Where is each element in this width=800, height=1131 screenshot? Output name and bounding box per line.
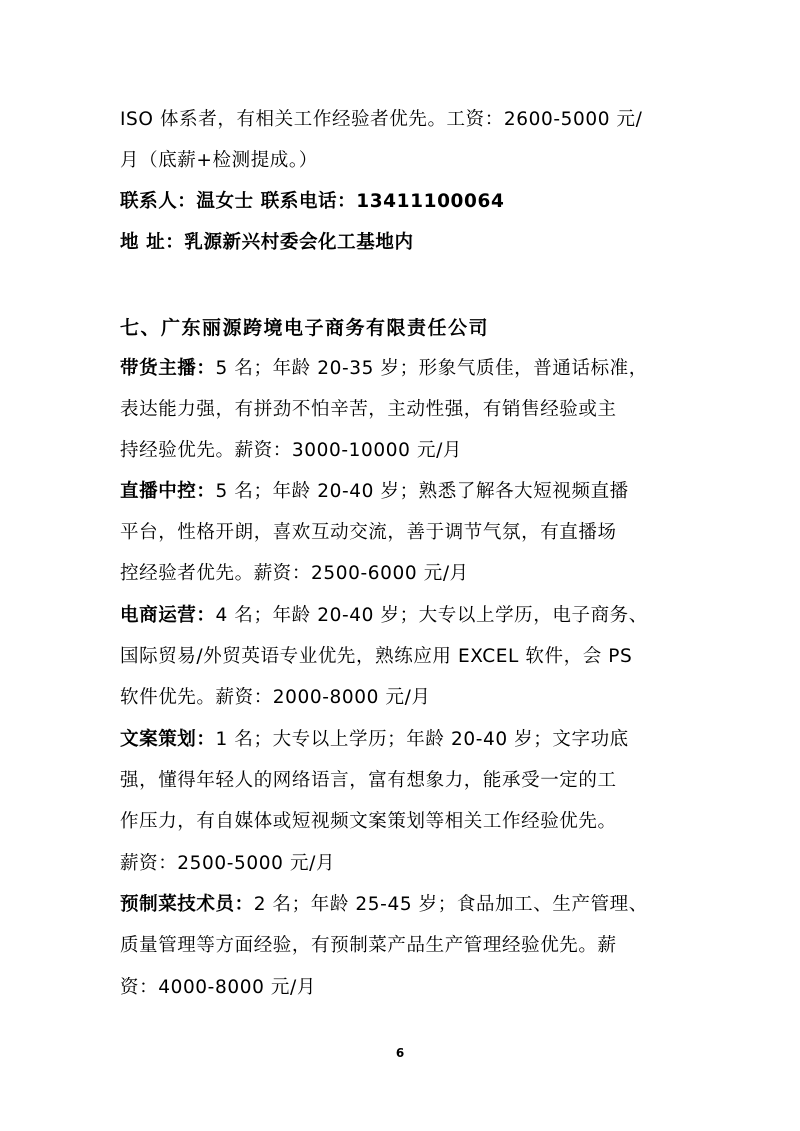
job-line: 5 名；年龄 20-35 岁；形象气质佳，普通话标准， (215, 358, 648, 379)
job-entry (120, 603, 700, 629)
job-title: 预制菜技术员： (120, 894, 254, 915)
job-title: 文案策划： (120, 729, 216, 750)
job-line: 表达能力强，有拼劲不怕辛苦，主动性强，有销售经验或主 (120, 399, 617, 420)
page-number: 6 (395, 1046, 405, 1060)
job-entry (120, 892, 700, 918)
contact-line: 联系人：温女士 联系电话：13411100064 (120, 191, 505, 212)
job-title: 电商运营： (120, 605, 216, 626)
job-entry (120, 479, 700, 505)
job-title: 带货主播： (120, 358, 216, 379)
job-line: 软件优先。薪资：2000-8000 元/月 (120, 687, 431, 708)
job-title: 直播中控： (120, 481, 216, 502)
section-heading: 七、广东丽源跨境电子商务有限责任公司 (120, 317, 490, 339)
job-line: 平台，性格开朗，喜欢互动交流，善于调节气氛，有直播场 (120, 522, 617, 543)
job-line: 控经验者优先。薪资：2500-6000 元/月 (120, 563, 469, 584)
job-line: 国际贸易/外贸英语专业优先，熟练应用 EXCEL 软件，会 PS (120, 646, 633, 667)
job-entry (120, 356, 700, 382)
address-line: 地 址：乳源新兴村委会化工基地内 (120, 232, 414, 253)
job-line: 作压力，有自媒体或短视频文案策划等相关工作经验优先。 (120, 811, 617, 832)
job-line: 2 名；年龄 25-45 岁；食品加工、生产管理、 (253, 894, 648, 915)
job-line: 持经验优先。薪资：3000-10000 元/月 (120, 440, 463, 461)
job-entry (120, 727, 700, 753)
job-line: 资：4000-8000 元/月 (120, 977, 316, 998)
intro-line-1: ISO 体系者，有相关工作经验者优先。工资：2600-5000 元/ (120, 109, 643, 130)
job-line: 5 名；年龄 20-40 岁；熟悉了解各大短视频直播 (215, 481, 629, 502)
job-line: 质量管理等方面经验，有预制菜产品生产管理经验优先。薪 (120, 935, 617, 956)
job-line: 4 名；年龄 20-40 岁；大专以上学历，电子商务、 (215, 605, 648, 626)
job-line: 薪资：2500-5000 元/月 (120, 853, 336, 874)
job-line: 强，懂得年轻人的网络语言，富有想象力，能承受一定的工 (120, 770, 617, 791)
intro-line-2: 月（底薪+检测提成。） (120, 150, 318, 171)
job-line: 1 名；大专以上学历；年龄 20-40 岁；文字功底 (215, 729, 629, 750)
